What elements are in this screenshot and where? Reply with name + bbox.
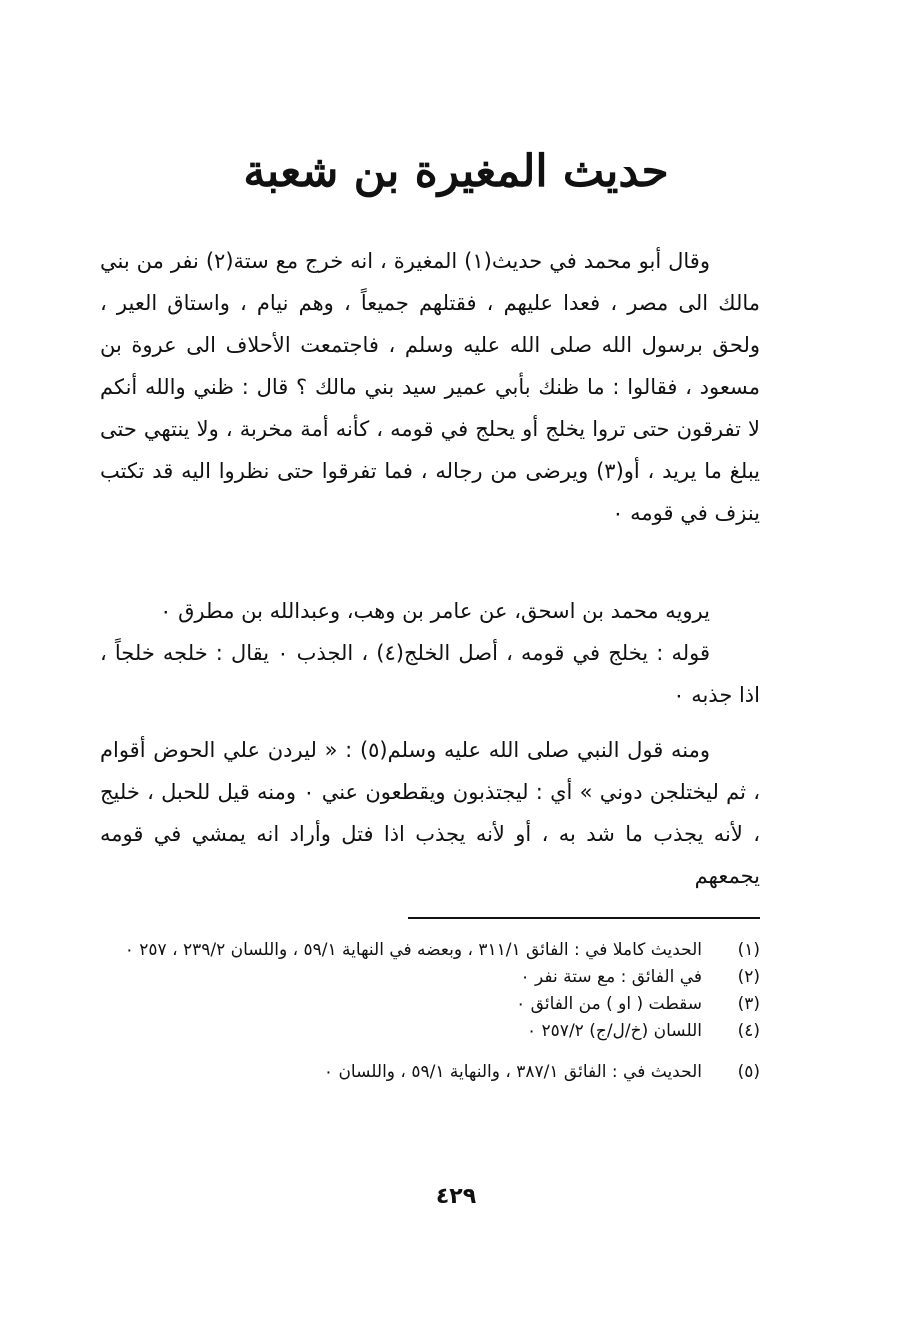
paragraph-2-explanation: قوله : يخلج في قومه ، أصل الخلج(٤) ، الجذب ٠ يقال : خلجه خلجاً ، اذا جذبه ٠	[100, 641, 760, 707]
footnote-item	[100, 991, 760, 1018]
footnote-number: (٤)	[737, 1021, 760, 1041]
footnote-item	[100, 937, 760, 964]
footnote-text: الحديث في : الفائق ٣٨٧/١ ، والنهاية ٥٩/١ ، واللسان ٠	[323, 1062, 702, 1082]
footnote-number: (١)	[737, 940, 760, 960]
paragraph-2	[100, 590, 760, 716]
footnote-number: (٢)	[737, 967, 760, 987]
paragraph-3	[100, 729, 760, 897]
footnote-gap	[100, 1045, 760, 1059]
footnote-item	[100, 1059, 760, 1086]
paragraph-1-text: وقال أبو محمد في حديث(١) المغيرة ، انه خرج مع ستة(٢) نفر من بني مالك الى مصر ، فعدا عليهم ، فقتلهم جميعاً ، وهم نيام ، واستاق العير ، ولحق برسول الله صلى الله عليه وسلم ، فاجتمعت الأحلاف الى عروة بن مسعود ، فقالوا : ما ظنك بأبي عمير سيد بني مالك ؟ قال : ظني والله أنكم لا تفرقون حتى تروا يخلج أو يحلج في قومه ، كأنه أمة مخربة ، ولا ينتهي حتى يبلغ ما يريد ، أو(٣) ويرضى من رجاله ، فما تفرقوا حتى نظروا اليه قد تكتب ينزف في قومه ٠	[100, 249, 760, 525]
footnote-item	[100, 1018, 760, 1045]
footnote-number: (٥)	[737, 1062, 760, 1082]
footnotes	[100, 937, 760, 1086]
page-title: حديث المغيرة بن شعبة	[243, 146, 669, 197]
footnote-text: سقطت ( او ) من الفائق ٠	[516, 994, 702, 1014]
page-number: ٤٢٩	[435, 1184, 477, 1209]
footnote-item	[100, 964, 760, 991]
footnote-text: اللسان (خ/ل/ج) ٢٥٧/٢ ٠	[527, 1021, 702, 1041]
footnote-text: في الفائق : مع ستة نفر ٠	[520, 967, 702, 987]
paragraph-3-text: ومنه قول النبي صلى الله عليه وسلم(٥) : « ليردن علي الحوض أقوام ، ثم ليختلجن دوني » أي : ليجتذبون ويقطعون عني ٠ ومنه قيل للحبل ، خليج ، لأنه يجذب ما شد به ، أو لأنه يجذب اذا فتل وأراد انه يمشي في قومه يجمعهم	[100, 738, 760, 888]
footnote-separator	[408, 917, 760, 919]
paragraph-2-narration: يرويه محمد بن اسحق، عن عامر بن وهب، وعبدالله بن مطرق ٠	[160, 599, 710, 623]
footnote-number: (٣)	[737, 994, 760, 1014]
footnote-text: الحديث كاملا في : الفائق ٣١١/١ ، وبعضه في النهاية ٥٩/١ ، واللسان ٢٣٩/٢ ، ٢٥٧ ٠	[124, 940, 702, 960]
paragraph-1	[100, 240, 760, 534]
